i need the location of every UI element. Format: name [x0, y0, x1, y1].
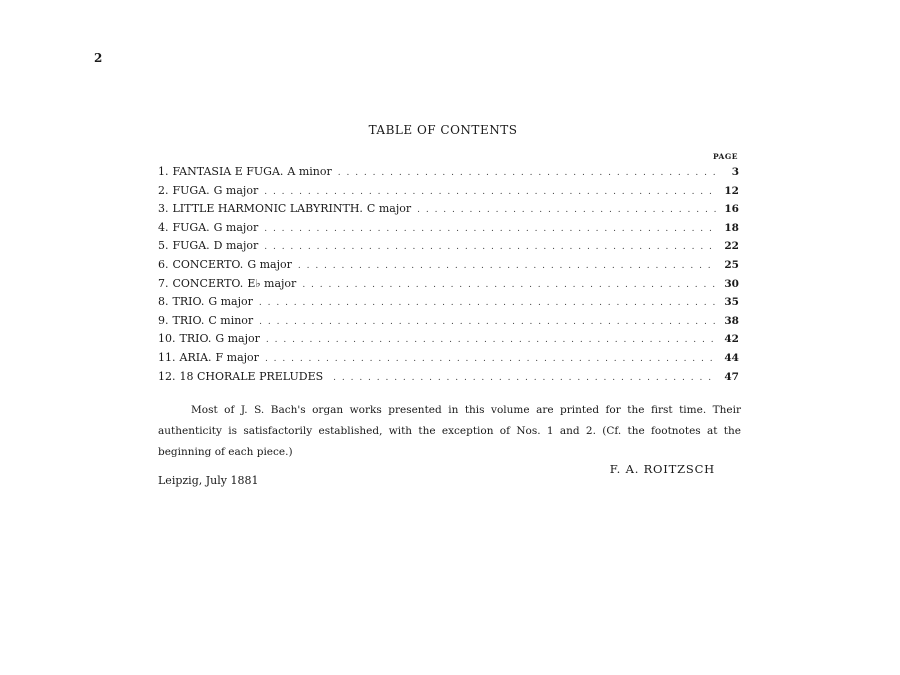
- entry-title: FUGA.: [172, 239, 210, 253]
- dot-leader: [417, 205, 717, 215]
- entry-number: 12.: [158, 369, 176, 383]
- entry-title: FUGA.: [172, 183, 210, 197]
- toc-entry: [158, 295, 739, 314]
- entry-number: 1.: [158, 165, 169, 178]
- entry-page: 25: [724, 258, 739, 271]
- entry-page: 12: [724, 184, 739, 197]
- preface-paragraph: Most of J. S. Bach's organ works presented in this volume are printed for the first time. Their authenticity is satisfactorily established, with the exception of Nos. 1 and 2. (Cf. the footnotes at the beginning of each piece.): [158, 404, 741, 458]
- entry-number: 4.: [158, 220, 169, 234]
- toc-entry: [158, 277, 739, 296]
- entry-title: LITTLE HARMONIC LABYRINTH.: [172, 202, 363, 216]
- entry-title: ARIA.: [179, 350, 212, 364]
- entry-page: 22: [724, 240, 739, 253]
- entry-number: 10.: [158, 332, 176, 346]
- entry-key: C minor: [208, 313, 254, 327]
- dot-leader: [264, 187, 717, 197]
- entry-page: 18: [724, 221, 739, 234]
- entry-number: 5.: [158, 239, 169, 253]
- toc-entry: [158, 165, 739, 184]
- toc-entry: [158, 370, 739, 389]
- dot-leader: [298, 261, 717, 271]
- toc-entry: [158, 332, 739, 351]
- entry-number: 6.: [158, 257, 169, 271]
- toc-entry: [158, 351, 739, 370]
- entry-page: 30: [724, 277, 739, 290]
- entry-number: 2.: [158, 183, 169, 197]
- page-column-label: PAGE: [712, 152, 738, 161]
- entry-page: 44: [724, 351, 739, 364]
- entry-number: 8.: [158, 295, 169, 309]
- entry-page: 35: [724, 296, 739, 309]
- entry-page: 42: [724, 333, 739, 346]
- dot-leader: [333, 373, 717, 383]
- entry-number: 3.: [158, 202, 169, 216]
- toc-entry: [158, 221, 739, 240]
- entry-key: G major: [213, 220, 259, 234]
- dot-leader: [265, 354, 717, 364]
- dot-leader: [259, 298, 717, 308]
- page-title: TABLE OF CONTENTS: [368, 123, 518, 137]
- table-of-contents: [158, 165, 739, 388]
- entry-title: TRIO.: [172, 313, 205, 327]
- entry-key: G major: [247, 257, 292, 271]
- signature: F. A. ROITZSCH: [609, 462, 715, 476]
- entry-key: G major: [215, 332, 260, 346]
- place-and-date: Leipzig, July 1881: [158, 474, 259, 487]
- entry-title: CONCERTO.: [172, 276, 244, 290]
- entry-page: 38: [724, 314, 739, 327]
- toc-entry: [158, 258, 739, 277]
- entry-number: 9.: [158, 313, 169, 327]
- entry-title: TRIO.: [172, 295, 205, 309]
- entry-number: 11.: [158, 350, 176, 364]
- toc-entry: [158, 314, 739, 333]
- toc-entry: [158, 239, 739, 258]
- entry-page: 47: [724, 370, 739, 383]
- dot-leader: [338, 168, 717, 178]
- dot-leader: [302, 280, 717, 290]
- entry-title: FUGA.: [172, 220, 210, 234]
- entry-page: 3: [731, 166, 739, 178]
- toc-entry: [158, 184, 739, 203]
- entry-number: 7.: [158, 276, 169, 290]
- entry-key: G major: [213, 183, 259, 197]
- dot-leader: [264, 242, 717, 252]
- entry-key: D major: [213, 239, 259, 253]
- entry-key: F major: [215, 350, 259, 364]
- entry-title: 18 CHORALE PRELUDES: [179, 369, 324, 383]
- entry-title: TRIO.: [179, 332, 212, 346]
- entry-key: E♭ major: [247, 276, 297, 290]
- page-number: 2: [94, 51, 103, 65]
- dot-leader: [266, 335, 717, 345]
- entry-key: C major: [366, 202, 412, 216]
- entry-title: FANTASIA E FUGA.: [172, 165, 284, 178]
- dot-leader: [264, 224, 717, 234]
- entry-page: 16: [724, 203, 739, 216]
- dot-leader: [259, 317, 717, 327]
- entry-key: G major: [208, 295, 253, 309]
- toc-entry: [158, 202, 739, 221]
- entry-title: CONCERTO.: [172, 257, 244, 271]
- entry-key: A minor: [287, 165, 332, 178]
